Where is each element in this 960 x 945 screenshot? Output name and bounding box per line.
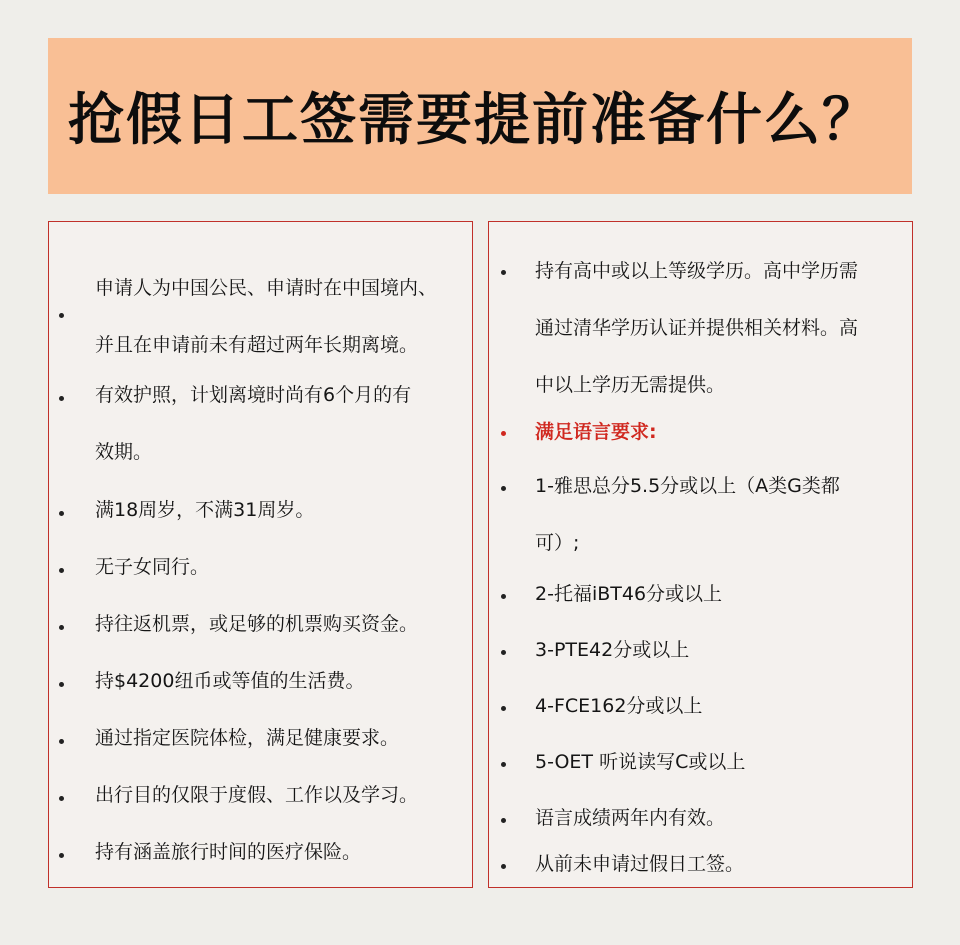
list-item-line: 有效护照，计划离境时尚有6个月的有 xyxy=(95,384,412,406)
list-item-text xyxy=(535,622,689,679)
bullet-icon xyxy=(501,431,506,436)
list-item-text xyxy=(95,482,314,539)
bullet-icon xyxy=(59,739,64,744)
list-item-line: 持$4200纽币或等值的生活费。 xyxy=(95,670,365,692)
list-item-text xyxy=(95,710,399,767)
bullet-icon xyxy=(501,650,506,655)
list-item-text xyxy=(535,404,657,461)
bullet-icon xyxy=(59,625,64,630)
list-item-text xyxy=(95,653,364,710)
bullet-icon xyxy=(59,313,64,318)
list-item-line: 通过指定医院体检，满足健康要求。 xyxy=(95,727,400,749)
bullet-icon xyxy=(501,818,506,823)
list-item-line: 并且在申请前未有超过两年长期离境。 xyxy=(95,334,419,356)
list-item-line: 满足语言要求: xyxy=(535,421,657,443)
bullet-icon xyxy=(501,594,506,599)
bullet-icon xyxy=(501,864,506,869)
list-item-line: 可）; xyxy=(535,532,580,554)
list-item-text xyxy=(95,367,411,481)
list-item-text xyxy=(95,260,437,374)
list-item-text xyxy=(535,734,745,791)
list-item-line: 持有涵盖旅行时间的医疗保险。 xyxy=(95,841,362,863)
list-item-text xyxy=(535,836,744,893)
list-item-line: 2-托福iBT46分或以上 xyxy=(535,583,723,605)
list-item-text xyxy=(95,824,361,881)
list-item-line: 语言成绩两年内有效。 xyxy=(535,807,726,829)
list-item-text xyxy=(95,767,418,824)
list-item-line: 无子女同行。 xyxy=(95,556,210,578)
list-item-text xyxy=(95,539,209,596)
bullet-icon xyxy=(501,270,506,275)
list-item-line: 满18周岁，不满31周岁。 xyxy=(95,499,315,521)
list-item-text xyxy=(535,678,702,735)
list-item-line: 中以上学历无需提供。 xyxy=(535,374,726,396)
list-item-line: 效期。 xyxy=(95,441,153,463)
bullet-icon xyxy=(59,682,64,687)
bullet-icon xyxy=(59,853,64,858)
list-item-text xyxy=(535,243,858,414)
list-item-text xyxy=(535,458,840,572)
list-item-line: 持有高中或以上等级学历。高中学历需 xyxy=(535,260,859,282)
list-item-line: 持往返机票，或足够的机票购买资金。 xyxy=(95,613,419,635)
list-item-line: 1-雅思总分5.5分或以上（A类G类都 xyxy=(535,475,840,497)
requirements-panel-left xyxy=(48,221,473,888)
list-item-line: 通过清华学历认证并提供相关材料。高 xyxy=(535,317,859,339)
list-item-text xyxy=(95,596,418,653)
list-item-line: 申请人为中国公民、申请时在中国境内、 xyxy=(95,277,438,299)
title-banner xyxy=(48,38,912,194)
bullet-icon xyxy=(501,706,506,711)
list-item-line: 从前未申请过假日工签。 xyxy=(535,853,745,875)
list-item-text xyxy=(535,566,722,623)
bullet-icon xyxy=(59,568,64,573)
bullet-icon xyxy=(59,511,64,516)
list-item-line: 4-FCE162分或以上 xyxy=(535,695,703,717)
bullet-icon xyxy=(59,396,64,401)
bullet-icon xyxy=(501,486,506,491)
page-title: 抢假日工签需要提前准备什么？ xyxy=(68,88,880,153)
bullet-icon xyxy=(59,796,64,801)
list-item-line: 5-OET 听说读写C或以上 xyxy=(535,751,746,773)
requirements-panel-right xyxy=(488,221,913,888)
bullet-icon xyxy=(501,762,506,767)
list-item-line: 出行目的仅限于度假、工作以及学习。 xyxy=(95,784,419,806)
list-item-line: 3-PTE42分或以上 xyxy=(535,639,690,661)
